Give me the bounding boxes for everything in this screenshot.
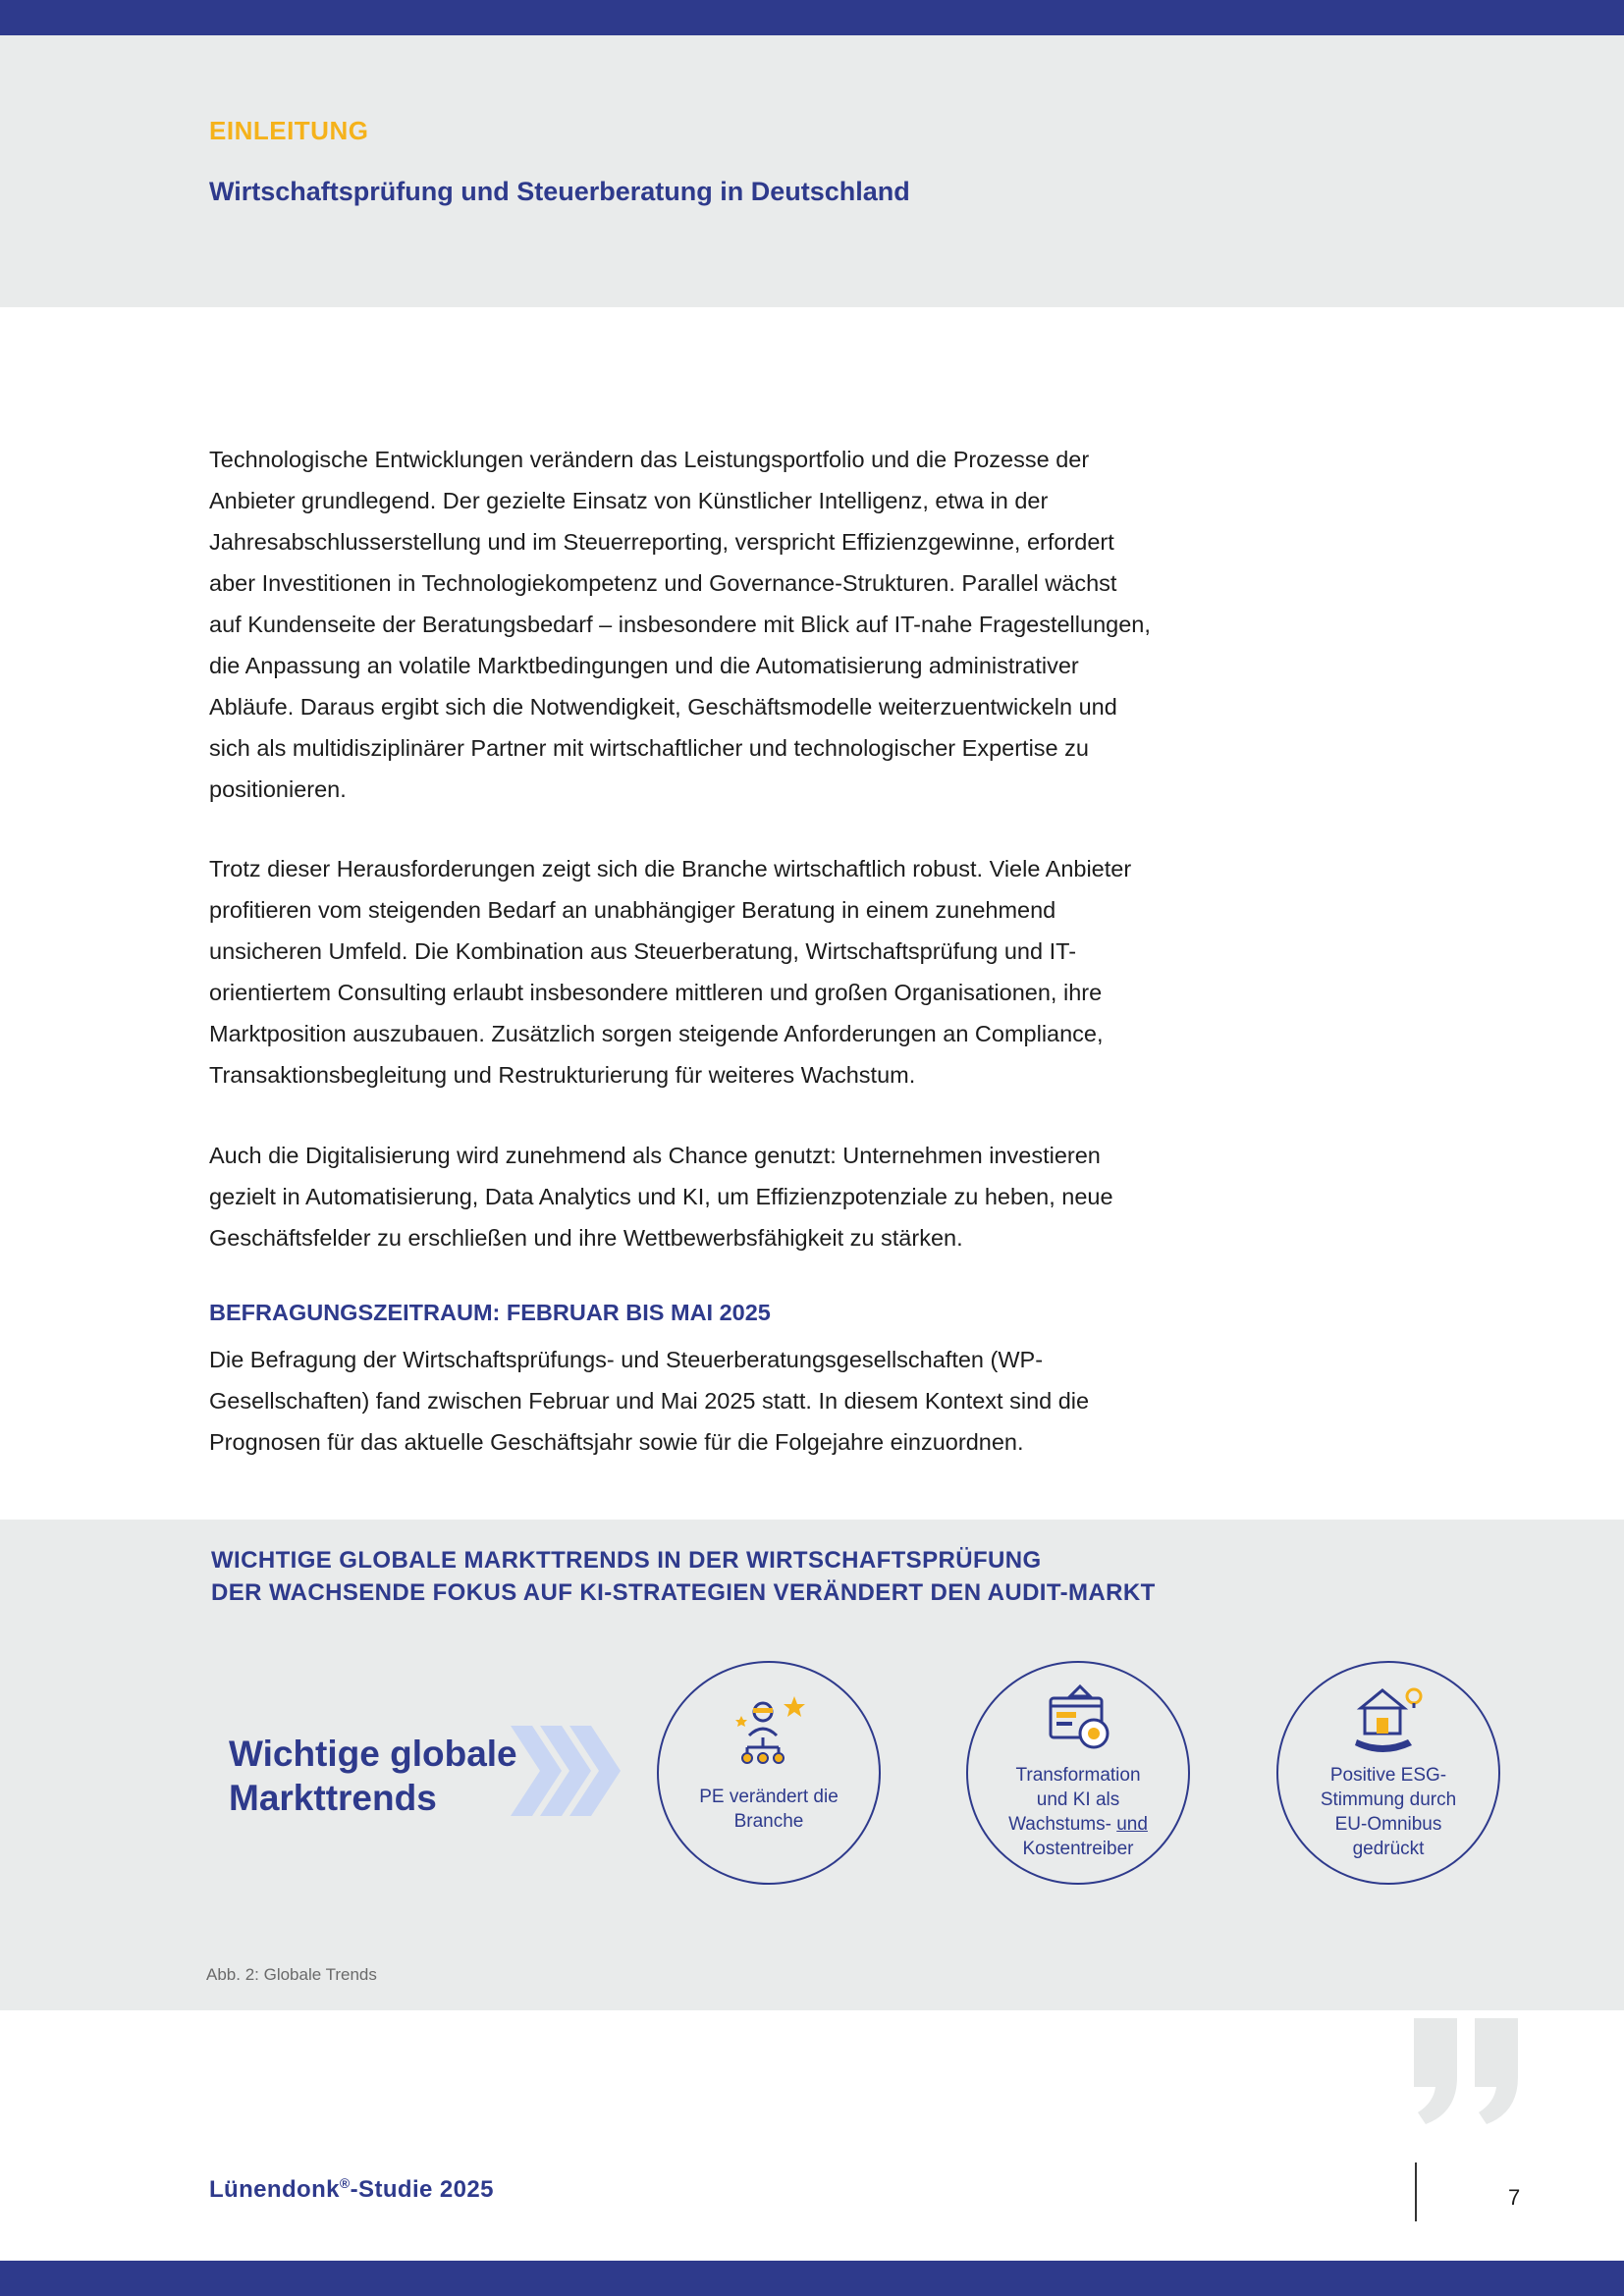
house-hand-icon bbox=[1353, 1684, 1428, 1759]
footer-divider bbox=[1415, 2163, 1417, 2221]
trend-circle-transformation: Transformation und KI als Wachstums- und Kostentreiber bbox=[966, 1661, 1190, 1885]
header-panel bbox=[0, 35, 1624, 307]
paragraph-3: Auch die Digitalisierung wird zunehmend als Chance genutzt: Unternehmen investieren gezielt in Automatisierung, Data Analytics und KI, um Effizienzpotenziale zu heben, neue Geschäftsfelder zu erschließen und ihre Wettbewerbsfähigkeit zu stärken. bbox=[209, 1143, 1113, 1251]
paragraph-1: Technologische Entwicklungen verändern das Leistungsportfolio und die Prozesse der Anbieter grundlegend. Der gezielte Einsatz von Künstlicher Intelligenz, etwa in der Jahresabschlusserstellung und im Steuerreporting, verspricht Effizienzgewinne, erfordert aber Investitionen in Technologiekompetenz und Governance-Strukturen. Parallel wächst auf Kundenseite der Beratungsbedarf – insbesondere mit Blick auf IT-nahe Fragestellungen, die Anpassung an volatile Marktbedingungen und die Automatisierung administrativer Abläufe. Daraus ergibt sich die Notwendigkeit, Geschäftsmodelle weiterzuentwickeln und sich als multidisziplinärer Partner mit wirtschaftlicher und technologischer Expertise zu positionieren. bbox=[209, 447, 1151, 802]
footer-study-title: Lünendonk®-Studie 2025 bbox=[209, 2175, 494, 2203]
trend-circle-pe: PE verändert die Branche bbox=[657, 1661, 881, 1885]
figure-caption: Abb. 2: Globale Trends bbox=[206, 1965, 377, 1984]
survey-period-heading: BEFRAGUNGSZEITRAUM: FEBRUAR BIS MAI 2025 bbox=[209, 1300, 771, 1325]
web-settings-icon bbox=[1043, 1684, 1117, 1759]
section-title: Wirtschaftsprüfung und Steuerberatung in Deutschland bbox=[209, 177, 910, 206]
trends-heading: WICHTIGE GLOBALE MARKTTRENDS IN DER WIRTSCHAFTSPRÜFUNG DER WACHSENDE FOKUS AUF KI-STRATEGIEN VERÄNDERT DEN AUDIT-MARKT bbox=[211, 1547, 1156, 1606]
paragraph-4: Die Befragung der Wirtschaftsprüfungs- und Steuerberatungsgesellschaften (WP- Gesellschaften) fand zwischen Februar und Mai 2025 statt. In diesem Kontext sind die Prognosen für das aktuelle Geschäftsjahr sowie für die Folgejahre einzuordnen. bbox=[209, 1347, 1090, 1455]
trend-circle-esg: Positive ESG- Stimmung durch EU-Omnibus gedrückt bbox=[1276, 1661, 1500, 1885]
top-bar bbox=[0, 0, 1624, 35]
trends-label: Wichtige globale Markttrends bbox=[229, 1734, 517, 1818]
paragraph-2: Trotz dieser Herausforderungen zeigt sich die Branche wirtschaftlich robust. Viele Anbieter profitieren vom steigenden Bedarf an unabhängiger Beratung in einem zunehmend unsicheren Umfeld. Die Kombination aus Steuerberatung, Wirtschaftsprüfung und IT- orientiertem Consulting erlaubt insbesondere mittleren und großen Organisationen, ihre Marktposition auszubauen. Zusätzlich sorgen steigende Anforderungen an Compliance, Transaktionsbegleitung und Restrukturierung für weiteres Wachstum. bbox=[209, 856, 1132, 1088]
people-network-icon bbox=[733, 1696, 808, 1771]
page-number: 7 bbox=[1508, 2185, 1521, 2210]
bottom-bar bbox=[0, 2261, 1624, 2296]
quote-mark-icon bbox=[1410, 2018, 1528, 2126]
section-label: EINLEITUNG bbox=[209, 116, 369, 145]
chevrons-icon bbox=[511, 1726, 621, 1816]
